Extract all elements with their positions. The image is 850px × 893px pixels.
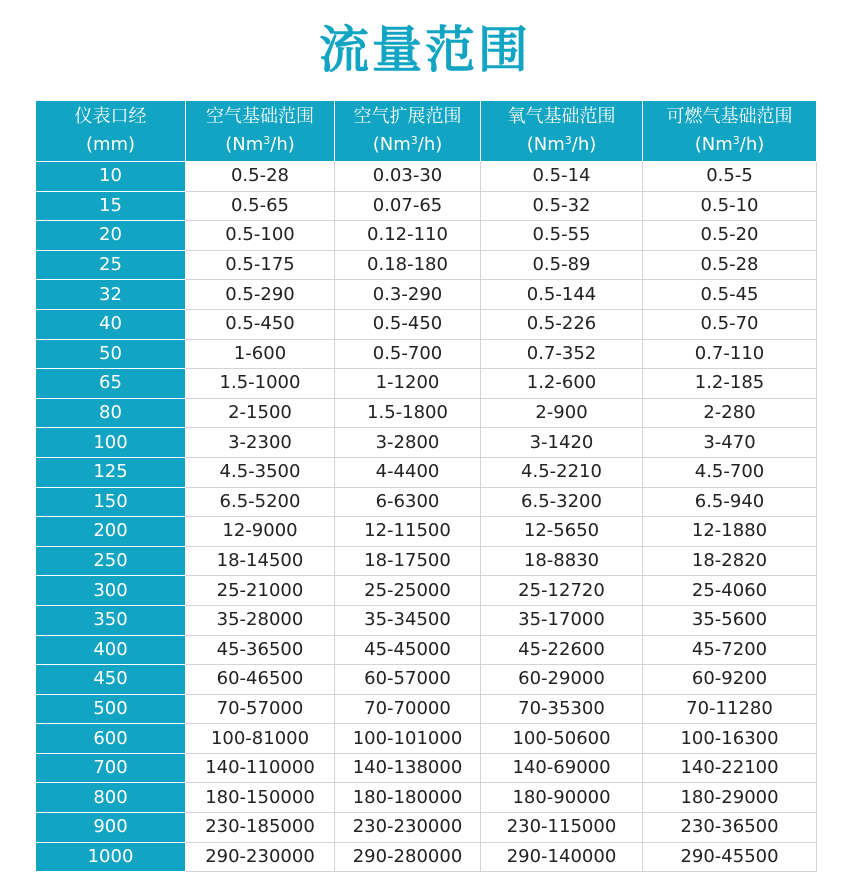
oxygen-cell: 18-8830 (481, 546, 643, 576)
fuel-gas-cell: 0.5-70 (643, 309, 817, 339)
fuel-gas-cell: 4.5-700 (643, 457, 817, 487)
table-row (36, 250, 817, 280)
air-ext-cell: 230-230000 (335, 813, 481, 843)
fuel-gas-cell: 45-7200 (643, 635, 817, 665)
table-row (36, 280, 817, 310)
air-base-cell: 0.5-28 (186, 162, 335, 192)
size-cell: 300 (36, 576, 186, 606)
air-ext-cell: 0.5-450 (335, 309, 481, 339)
table-row (36, 665, 817, 695)
size-cell: 10 (36, 162, 186, 192)
oxygen-cell: 3-1420 (481, 428, 643, 458)
header-size (36, 101, 186, 162)
air-ext-cell: 6-6300 (335, 487, 481, 517)
air-base-cell: 4.5-3500 (186, 457, 335, 487)
fuel-gas-cell: 12-1880 (643, 517, 817, 547)
air-base-cell: 0.5-290 (186, 280, 335, 310)
table-row (36, 635, 817, 665)
fuel-gas-cell: 2-280 (643, 398, 817, 428)
header-label: 可燃气基础范围 (666, 106, 793, 127)
table-row (36, 813, 817, 843)
air-ext-cell: 1.5-1800 (335, 398, 481, 428)
table-row (36, 162, 817, 192)
header-unit: (Nm$^3$/h) (694, 134, 765, 155)
air-ext-cell: 60-57000 (335, 665, 481, 695)
oxygen-cell: 0.5-89 (481, 250, 643, 280)
fuel-gas-cell: 18-2820 (643, 546, 817, 576)
air-ext-cell: 100-101000 (335, 724, 481, 754)
size-cell: 40 (36, 309, 186, 339)
header-label: 空气扩展范围 (353, 106, 462, 127)
table-row (36, 369, 817, 399)
fuel-gas-cell: 35-5600 (643, 605, 817, 635)
header-label: 氧气基础范围 (507, 106, 616, 127)
size-cell: 125 (36, 457, 186, 487)
oxygen-cell: 2-900 (481, 398, 643, 428)
oxygen-cell: 45-22600 (481, 635, 643, 665)
air-ext-cell: 0.07-65 (335, 191, 481, 221)
fuel-gas-cell: 0.5-45 (643, 280, 817, 310)
fuel-gas-cell: 0.7-110 (643, 339, 817, 369)
oxygen-cell: 0.7-352 (481, 339, 643, 369)
oxygen-cell: 70-35300 (481, 694, 643, 724)
oxygen-cell: 6.5-3200 (481, 487, 643, 517)
table-row (36, 753, 817, 783)
air-base-cell: 180-150000 (186, 783, 335, 813)
size-cell: 450 (36, 665, 186, 695)
size-cell: 200 (36, 517, 186, 547)
header-unit: (Nm$^3$/h) (225, 134, 295, 155)
air-base-cell: 35-28000 (186, 605, 335, 635)
fuel-gas-cell: 0.5-28 (643, 250, 817, 280)
page-title: 流量范围 (319, 21, 531, 79)
size-cell: 80 (36, 398, 186, 428)
size-cell: 150 (36, 487, 186, 517)
air-ext-cell: 290-280000 (335, 842, 481, 872)
air-ext-cell: 140-138000 (335, 753, 481, 783)
size-cell: 32 (36, 280, 186, 310)
oxygen-cell: 0.5-226 (481, 309, 643, 339)
size-cell: 25 (36, 250, 186, 280)
air-base-cell: 3-2300 (186, 428, 335, 458)
fuel-gas-cell: 0.5-5 (643, 162, 817, 192)
air-base-cell: 140-110000 (186, 753, 335, 783)
header-oxygen (481, 101, 643, 162)
table-row (36, 546, 817, 576)
table-row (36, 605, 817, 635)
table-row (36, 842, 817, 872)
flow-range-table (35, 100, 817, 872)
air-base-cell: 45-36500 (186, 635, 335, 665)
air-base-cell: 1.5-1000 (186, 369, 335, 399)
table-row (36, 783, 817, 813)
air-base-cell: 0.5-175 (186, 250, 335, 280)
air-base-cell: 1-600 (186, 339, 335, 369)
air-base-cell: 18-14500 (186, 546, 335, 576)
air-ext-cell: 180-180000 (335, 783, 481, 813)
header-unit: (Nm$^3$/h) (526, 134, 597, 155)
header-unit: (Nm$^3$/h) (372, 134, 443, 155)
air-ext-cell: 0.18-180 (335, 250, 481, 280)
fuel-gas-cell: 60-9200 (643, 665, 817, 695)
table-row (36, 398, 817, 428)
size-cell: 800 (36, 783, 186, 813)
size-cell: 100 (36, 428, 186, 458)
table-row (36, 221, 817, 251)
table-row (36, 487, 817, 517)
oxygen-cell: 35-17000 (481, 605, 643, 635)
air-ext-cell: 45-45000 (335, 635, 481, 665)
air-base-cell: 25-21000 (186, 576, 335, 606)
header-label: 仪表口经 (74, 106, 147, 127)
oxygen-cell: 140-69000 (481, 753, 643, 783)
air-base-cell: 290-230000 (186, 842, 335, 872)
size-cell: 250 (36, 546, 186, 576)
size-cell: 350 (36, 605, 186, 635)
air-ext-cell: 3-2800 (335, 428, 481, 458)
air-base-cell: 6.5-5200 (186, 487, 335, 517)
table-row (36, 724, 817, 754)
oxygen-cell: 60-29000 (481, 665, 643, 695)
table-row (36, 457, 817, 487)
header-fuel-gas (643, 101, 817, 162)
air-ext-cell: 1-1200 (335, 369, 481, 399)
oxygen-cell: 100-50600 (481, 724, 643, 754)
size-cell: 600 (36, 724, 186, 754)
fuel-gas-cell: 180-29000 (643, 783, 817, 813)
header-label: 空气基础范围 (206, 106, 314, 127)
air-base-cell: 2-1500 (186, 398, 335, 428)
fuel-gas-cell: 25-4060 (643, 576, 817, 606)
fuel-gas-cell: 140-22100 (643, 753, 817, 783)
fuel-gas-cell: 6.5-940 (643, 487, 817, 517)
oxygen-cell: 12-5650 (481, 517, 643, 547)
air-ext-cell: 18-17500 (335, 546, 481, 576)
air-base-cell: 100-81000 (186, 724, 335, 754)
air-ext-cell: 0.5-700 (335, 339, 481, 369)
fuel-gas-cell: 0.5-10 (643, 191, 817, 221)
air-base-cell: 12-9000 (186, 517, 335, 547)
table-body (36, 162, 817, 872)
size-cell: 1000 (36, 842, 186, 872)
air-base-cell: 0.5-100 (186, 221, 335, 251)
size-cell: 65 (36, 369, 186, 399)
oxygen-cell: 0.5-14 (481, 162, 643, 192)
header-unit: (mm) (85, 134, 136, 155)
fuel-gas-cell: 0.5-20 (643, 221, 817, 251)
oxygen-cell: 0.5-55 (481, 221, 643, 251)
table-header-row (36, 101, 817, 162)
air-ext-cell: 70-70000 (335, 694, 481, 724)
size-cell: 20 (36, 221, 186, 251)
air-base-cell: 70-57000 (186, 694, 335, 724)
fuel-gas-cell: 1.2-185 (643, 369, 817, 399)
air-ext-cell: 0.12-110 (335, 221, 481, 251)
table-row (36, 576, 817, 606)
header-air-base (186, 101, 335, 162)
air-ext-cell: 0.03-30 (335, 162, 481, 192)
table-row (36, 428, 817, 458)
size-cell: 700 (36, 753, 186, 783)
oxygen-cell: 0.5-32 (481, 191, 643, 221)
size-cell: 900 (36, 813, 186, 843)
table-row (36, 309, 817, 339)
oxygen-cell: 290-140000 (481, 842, 643, 872)
size-cell: 50 (36, 339, 186, 369)
oxygen-cell: 1.2-600 (481, 369, 643, 399)
table-row (36, 517, 817, 547)
oxygen-cell: 4.5-2210 (481, 457, 643, 487)
air-ext-cell: 12-11500 (335, 517, 481, 547)
fuel-gas-cell: 70-11280 (643, 694, 817, 724)
air-ext-cell: 0.3-290 (335, 280, 481, 310)
fuel-gas-cell: 100-16300 (643, 724, 817, 754)
header-air-ext (335, 101, 481, 162)
size-cell: 500 (36, 694, 186, 724)
fuel-gas-cell: 3-470 (643, 428, 817, 458)
oxygen-cell: 0.5-144 (481, 280, 643, 310)
size-cell: 15 (36, 191, 186, 221)
oxygen-cell: 180-90000 (481, 783, 643, 813)
fuel-gas-cell: 290-45500 (643, 842, 817, 872)
air-base-cell: 60-46500 (186, 665, 335, 695)
table-row (36, 339, 817, 369)
air-base-cell: 0.5-65 (186, 191, 335, 221)
air-ext-cell: 35-34500 (335, 605, 481, 635)
fuel-gas-cell: 230-36500 (643, 813, 817, 843)
oxygen-cell: 230-115000 (481, 813, 643, 843)
table-row (36, 694, 817, 724)
oxygen-cell: 25-12720 (481, 576, 643, 606)
air-base-cell: 0.5-450 (186, 309, 335, 339)
air-ext-cell: 4-4400 (335, 457, 481, 487)
size-cell: 400 (36, 635, 186, 665)
air-ext-cell: 25-25000 (335, 576, 481, 606)
air-base-cell: 230-185000 (186, 813, 335, 843)
table-row (36, 191, 817, 221)
